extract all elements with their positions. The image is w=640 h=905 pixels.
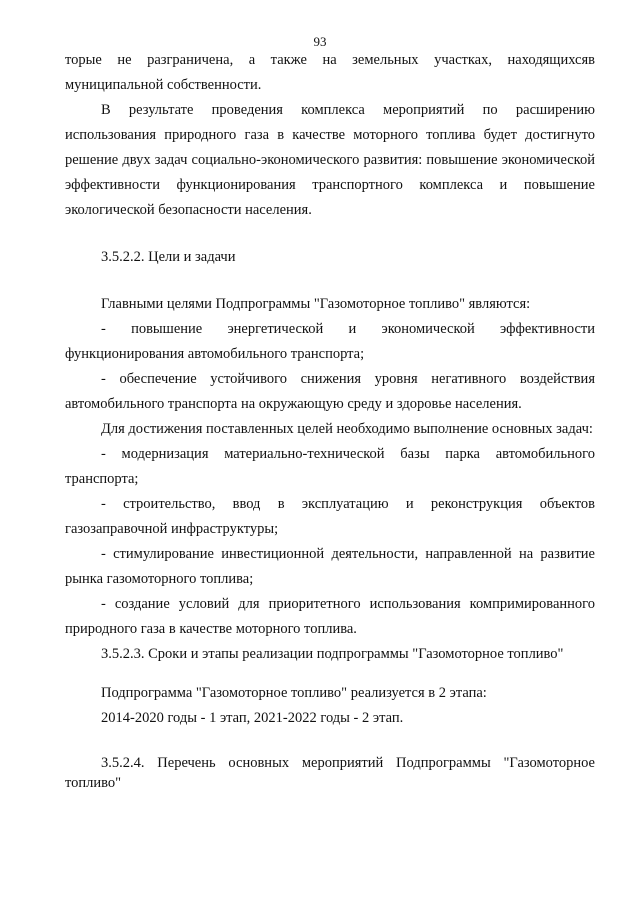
section-heading-stages: 3.5.2.3. Сроки и этапы реализации подпрограммы "Газомоторное топливо" bbox=[101, 646, 564, 662]
paragraph-goals-intro: Главными целями Подпрограммы "Газомоторное топливо" являются: bbox=[101, 296, 531, 312]
section-heading-activities: 3.5.2.4. Перечень основных мероприятий Подпрограммы "Газомоторное топливо" bbox=[65, 755, 595, 791]
list-item-task-3: - стимулирование инвестиционной деятельности, направленной на развитие рынка газомоторного топлива; bbox=[65, 546, 595, 587]
paragraph-tasks-intro: Для достижения поставленных целей необходимо выполнение основных задач: bbox=[101, 421, 593, 437]
paragraph-stages: Подпрограмма "Газомоторное топливо" реализуется в 2 этапа: bbox=[101, 685, 487, 701]
paragraph-continuation: торые не разграничена, а также на земельных участках, находящихсяв муниципальной собственности. bbox=[65, 52, 595, 93]
list-item-goal-1: - повышение энергетической и экономической эффективности функционирования автомобильного транспорта; bbox=[65, 321, 595, 362]
list-item-task-2: - строительство, ввод в эксплуатацию и реконструкция объектов газозаправочной инфраструктуры; bbox=[65, 496, 595, 537]
section-heading-goals: 3.5.2.2. Цели и задачи bbox=[101, 249, 236, 265]
page-number: 93 bbox=[313, 34, 327, 49]
paragraph-results: В результате проведения комплекса мероприятий по расширению использования природного газа в качестве моторного топлива будет достигнуто решение двух задач социально-экономического развития: повышение экономической эффективности функционирования транспортного комплекса и повышение экологической безопасности населения. bbox=[65, 102, 595, 218]
list-item-task-4: - создание условий для приоритетного использования компримированного природного газа в качестве моторного топлива. bbox=[65, 596, 595, 637]
list-item-goal-2: - обеспечение устойчивого снижения уровня негативного воздействия автомобильного транспорта на окружающую среду и здоровье населения. bbox=[65, 371, 595, 412]
page-content bbox=[65, 48, 595, 793]
paragraph-stage-years: 2014-2020 годы - 1 этап, 2021-2022 годы - 2 этап. bbox=[101, 710, 404, 726]
list-item-task-1: - модернизация материально-технической базы парка автомобильного транспорта; bbox=[65, 446, 595, 487]
